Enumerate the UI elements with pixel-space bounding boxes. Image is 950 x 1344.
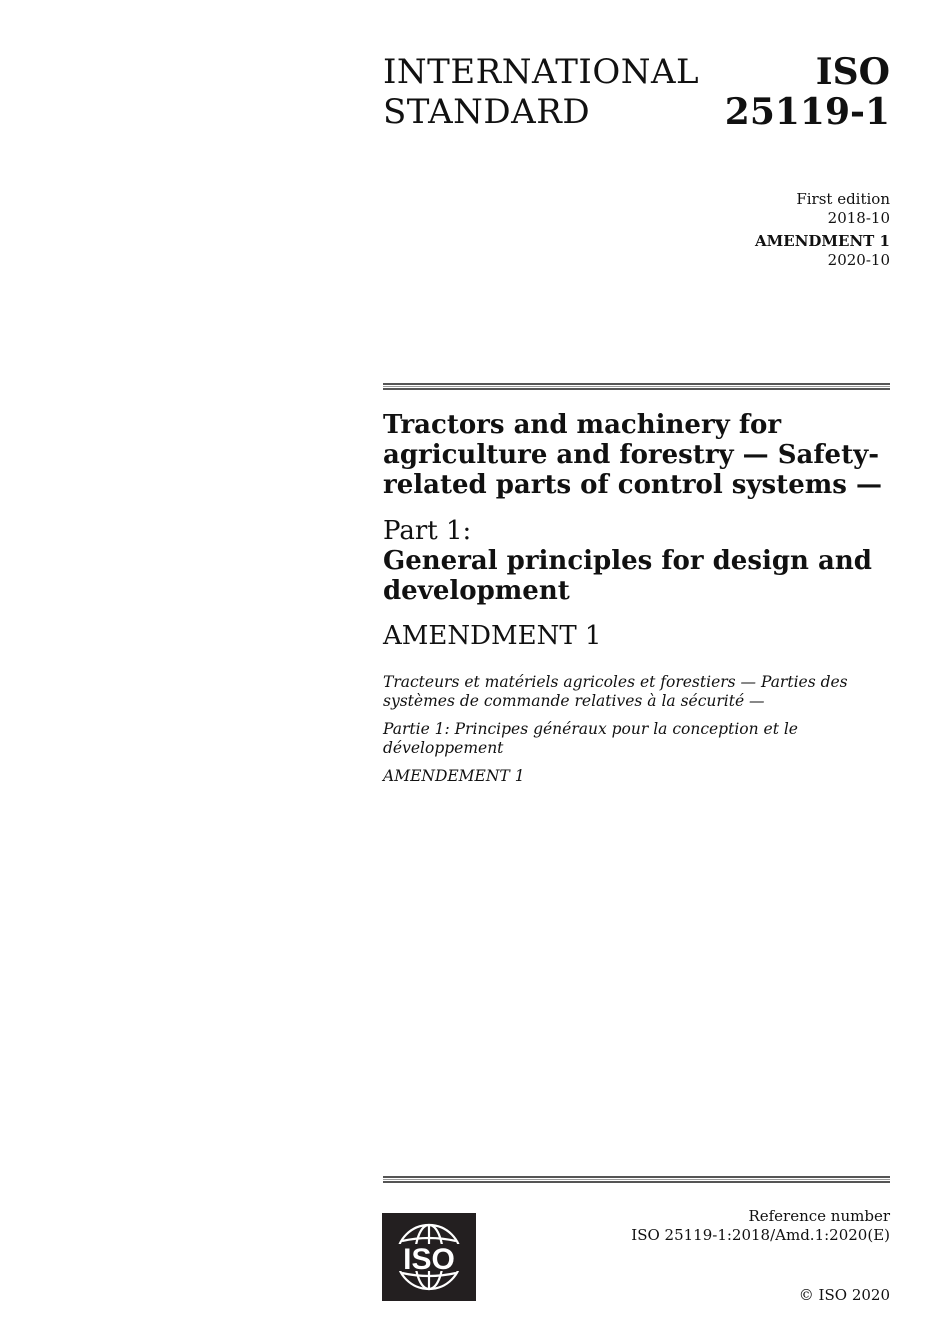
iso-logo-text: ISO [403, 1243, 455, 1276]
french-title-main: Tracteurs et matériels agricoles et forestiers — Parties des systèmes de commande relatives à la sécurité — [383, 673, 848, 710]
document-number-value: 25119-1 [724, 91, 890, 133]
amendment-label: AMENDMENT 1 [755, 232, 890, 250]
document-type-line1: INTERNATIONAL [383, 52, 700, 92]
french-part-title: Partie 1: Principes généraux pour la conception et le développement [383, 720, 798, 757]
bottom-divider [383, 1176, 890, 1183]
title-block [383, 410, 893, 795]
document-org: ISO [815, 51, 890, 93]
reference-label: Reference number [748, 1207, 890, 1225]
copyright: © ISO 2020 [798, 1286, 890, 1304]
reference-block [631, 1207, 890, 1245]
french-title-block [383, 673, 893, 786]
title-main: Tractors and machinery for agriculture and forestry — Safety-related parts of control systems — [383, 410, 882, 500]
document-type-line2: STANDARD [383, 92, 591, 132]
edition-label: First edition [796, 190, 890, 208]
iso-logo [382, 1213, 476, 1301]
document-number [725, 52, 890, 132]
amendment-date: 2020-10 [827, 251, 890, 269]
top-divider [383, 383, 890, 390]
reference-number: ISO 25119-1:2018/Amd.1:2020(E) [631, 1226, 890, 1244]
iso-globe-icon [382, 1213, 476, 1301]
document-type [383, 52, 699, 132]
amendment-title: AMENDMENT 1 [383, 621, 602, 651]
french-amendment: AMENDEMENT 1 [383, 767, 525, 785]
edition-info [755, 190, 890, 270]
edition-date: 2018-10 [827, 209, 890, 227]
part-label: Part 1: [383, 516, 472, 546]
part-title: General principles for design and development [383, 546, 872, 606]
